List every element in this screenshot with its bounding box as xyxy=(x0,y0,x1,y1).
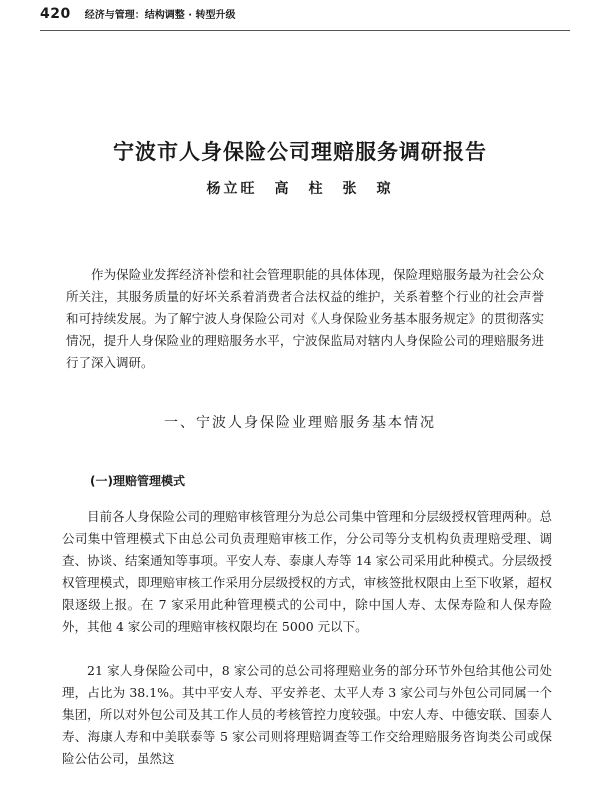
running-header xyxy=(40,6,236,22)
section-heading: 一、宁波人身保险业理赔服务基本情况 xyxy=(164,415,436,431)
article-title: 宁波市人身保险公司理赔服务调研报告 xyxy=(113,140,487,164)
running-title: 经济与管理：结构调整 · 转型升级 xyxy=(84,10,236,21)
article-authors: 杨立旺 高 柱 张 琼 xyxy=(206,181,394,197)
body-paragraph: 21 家人身保险公司中，8 家公司的总公司将理赔业务的部分环节外包给其他公司处理，占比为 38.1%。其中平安人寿、平安养老、太平人寿 3 家公司与外包公司同属一个集团，所以对外包公司及其工作人员的考核管控力度较强。中宏人寿、中德安联、国泰人寿、海康人寿和中美联泰等 5 家公司则将理赔调查等工作交给理赔服务咨询类公司或保险公估公司，虽然这 xyxy=(62,663,552,766)
abstract-paragraph: 作为保险业发挥经济补偿和社会管理职能的具体体现，保险理赔服务最为社会公众所关注，其服务质量的好坏关系着消费者合法权益的维护，关系着整个行业的社会声誉和可持续发展。为了解宁波人身保险公司对《人身保险业务基本服务规定》的贯彻落实情况，提升人身保险业的理赔服务水平，宁波保监局对辖内人身保险公司的理赔服务进行了深入调研。 xyxy=(66,267,544,370)
body-paragraph-block-2 xyxy=(62,660,552,770)
body-paragraph: 目前各人身保险公司的理赔审核管理分为总公司集中管理和分层级授权管理两种。总公司集中管理模式下由总公司负责理赔审核工作，分公司等分支机构负责理赔受理、调查、协谈、结案通知等事项。平安人寿、泰康人寿等 14 家公司采用此种模式。分层级授权管理模式，即理赔审核工作采用分层级授权的方式，审核签批权限由上至下收紧，超权限逐级上报。在 7 家采用此种管理模式的公司中，除中国人寿、太保寿险和人保寿险外，其他 4 家公司的理赔审核权限均在 5000 元以下。 xyxy=(62,509,552,634)
page-number: 420 xyxy=(40,6,71,22)
body-paragraph-block-1 xyxy=(62,506,552,638)
abstract xyxy=(66,264,544,374)
header-rule xyxy=(40,30,570,31)
subsection-heading: (一)理赔管理模式 xyxy=(90,474,185,488)
